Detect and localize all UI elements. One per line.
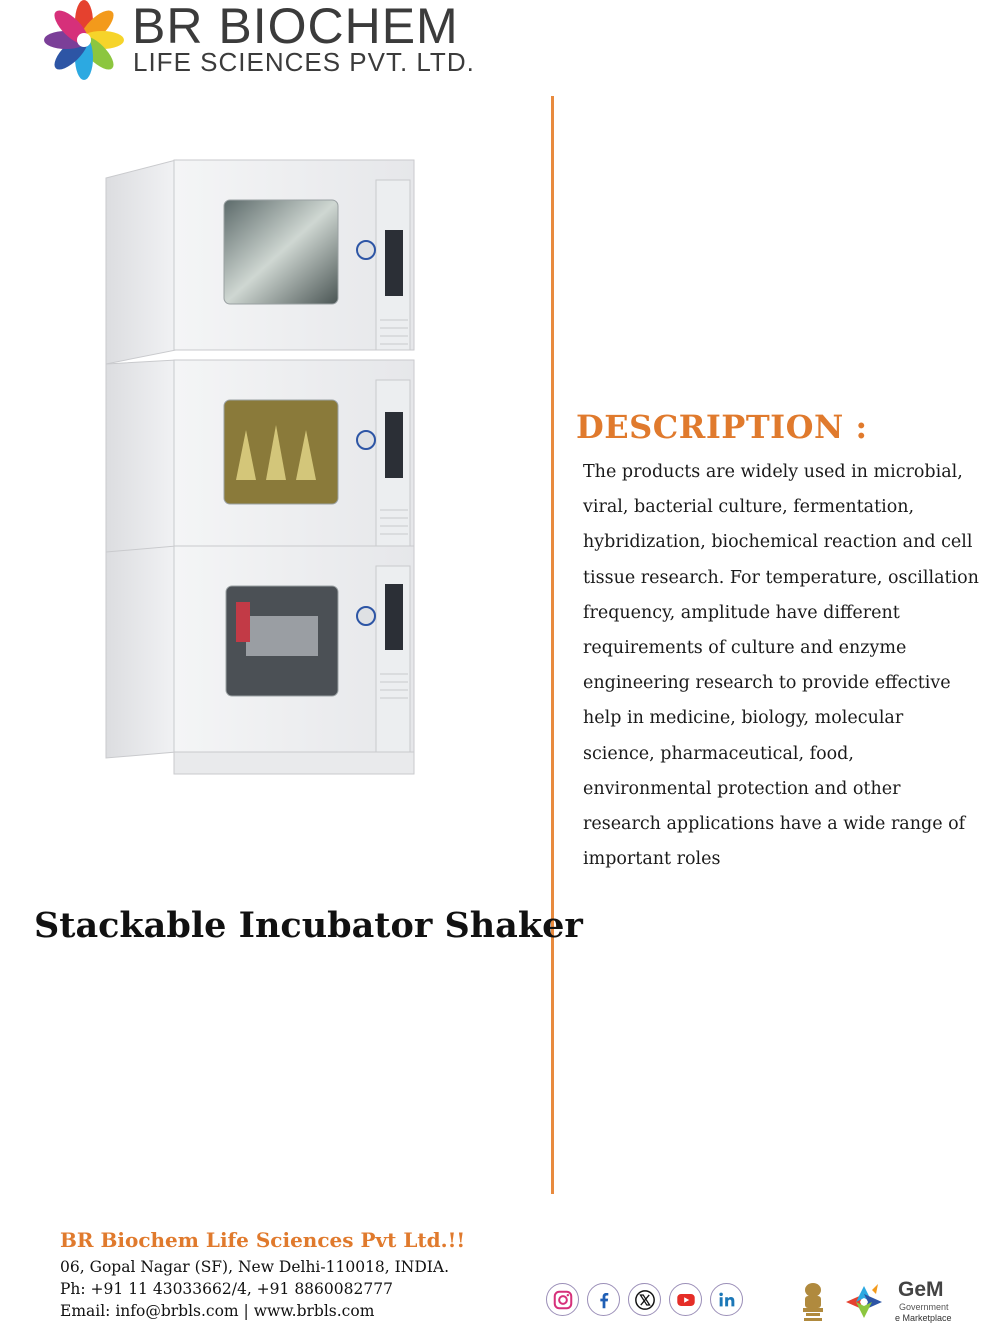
x-icon[interactable] — [628, 1283, 661, 1316]
facebook-icon[interactable] — [587, 1283, 620, 1316]
vertical-divider — [551, 96, 554, 1194]
linkedin-icon[interactable] — [710, 1283, 743, 1316]
footer-phone: Ph: +91 11 43033662/4, +91 8860082777 — [60, 1280, 393, 1298]
product-title: Stackable Incubator Shaker — [34, 905, 583, 946]
description-line: viral, bacterial culture, fermentation, — [583, 497, 915, 518]
description-line: environmental protection and other — [583, 778, 901, 799]
description-line: research applications have a wide range of — [583, 814, 966, 835]
description-line: science, pharmaceutical, food, — [583, 743, 854, 764]
description-line: The products are widely used in microbial, — [583, 462, 963, 482]
gem-subtitle-line2: e Marketplace — [895, 1313, 952, 1323]
description-line: requirements of culture and enzyme — [583, 638, 907, 659]
gem-name: GeM — [898, 1278, 944, 1301]
brand-subtitle: LIFE SCIENCES PVT. LTD. — [133, 47, 475, 77]
brand-title: BR BIOCHEM — [132, 0, 459, 54]
description-line: hybridization, biochemical reaction and cell — [583, 532, 973, 553]
description-text — [583, 455, 979, 877]
flower-petal-logo-icon — [44, 0, 124, 80]
footer-company-name: BR Biochem Life Sciences Pvt Ltd.!! — [60, 1228, 466, 1252]
description-line: tissue research. For temperature, oscillation — [583, 567, 979, 588]
instagram-icon[interactable] — [546, 1283, 579, 1316]
footer-email-website[interactable]: Email: info@brbls.com | www.brbls.com — [60, 1302, 375, 1320]
gem-subtitle-line1: Government — [899, 1302, 949, 1312]
description-line: help in medicine, biology, molecular — [583, 708, 904, 729]
national-emblem-icon — [798, 1280, 828, 1324]
footer-address: 06, Gopal Nagar (SF), New Delhi-110018, INDIA. — [60, 1258, 450, 1276]
description-line: frequency, amplitude have different — [583, 602, 900, 623]
description-heading: DESCRIPTION : — [576, 408, 868, 446]
description-line: important roles — [583, 849, 721, 870]
youtube-icon[interactable] — [669, 1283, 702, 1316]
stackable-incubator-shaker-illustration — [96, 150, 420, 782]
description-line: engineering research to provide effective — [583, 673, 951, 694]
